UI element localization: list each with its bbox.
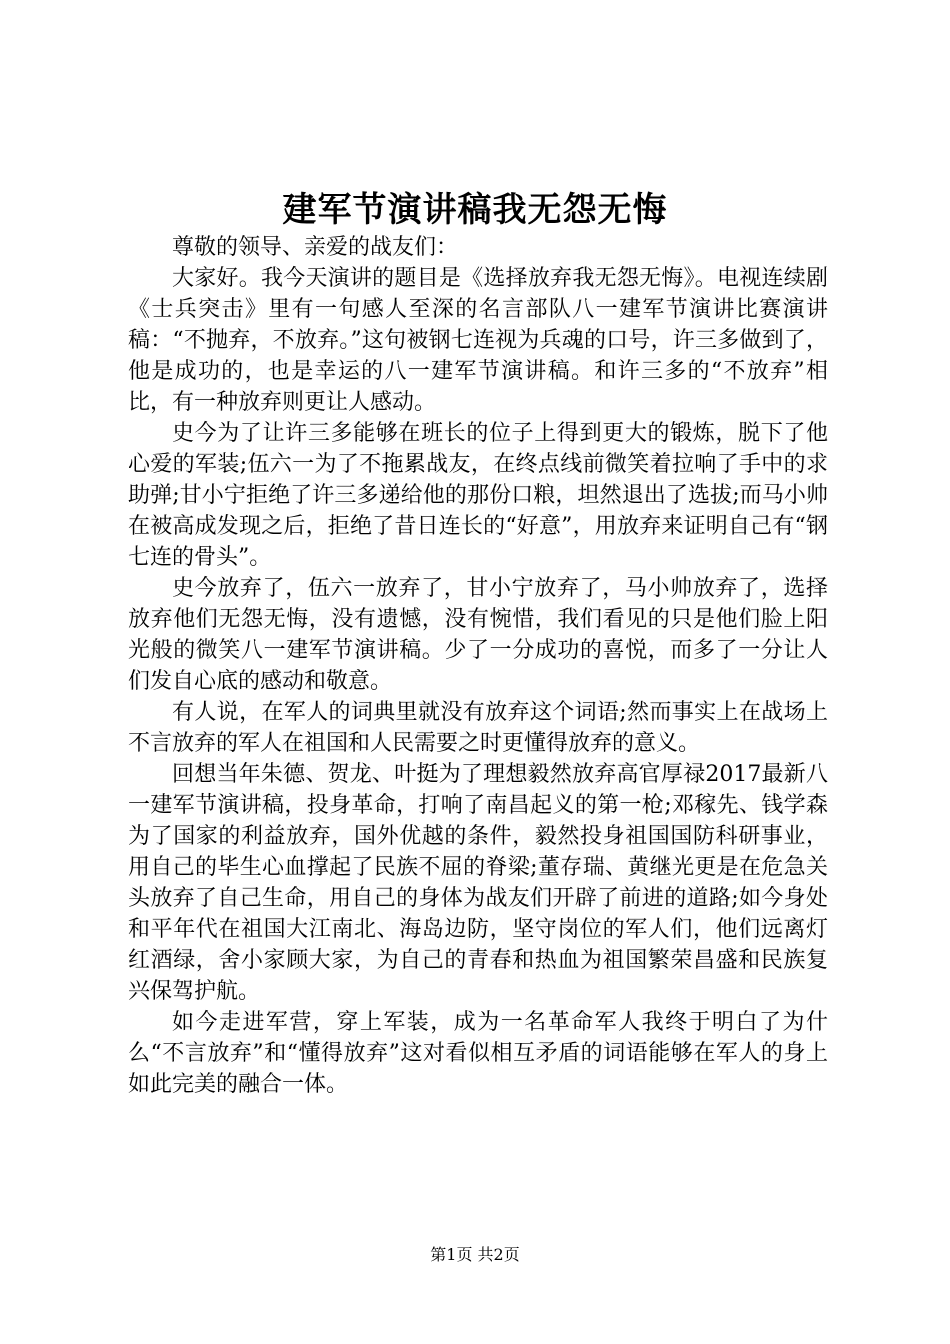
- paragraph-5: 回想当年朱德、贺龙、叶挺为了理想毅然放弃高官厚禄2017最新八一建军节演讲稿，投身革命，打响了南昌起义的第一枪;邓稼先、钱学森为了国家的利益放弃，国外优越的条件，毅然投身祖国国防科研事业，用自己的毕生心血撑起了民族不屈的脊梁;董存瑞、黄继光更是在危急关头放弃了自己生命，用自己的身体为战友们开辟了前进的道路;如今身处和平年代在祖国大江南北、海岛边防，坚守岗位的军人们，他们远离灯红酒绿，舍小家顾大家，为自己的青春和热血为祖国繁荣昌盛和民族复兴保驾护航。: [128, 762, 828, 1004]
- paragraph-3: 史今放弃了，伍六一放弃了，甘小宁放弃了，马小帅放弃了，选择放弃他们无怨无悔，没有遗憾，没有惋惜，我们看见的只是他们脸上阳光般的微笑八一建军节演讲稿。少了一分成功的喜悦，而多了一分让人们发自心底的感动和敬意。: [128, 576, 828, 694]
- paragraph-salutation: 尊敬的领导、亲爱的战友们：: [172, 235, 459, 260]
- paragraph-1: 大家好。我今天演讲的题目是《选择放弃我无怨无悔》。电视连续剧《士兵突击》里有一句感人至深的名言部队八一建军节演讲比赛演讲稿：“不抛弃，不放弃。”这句被钢七连视为兵魂的口号，许三多做到了，他是成功的，也是幸运的八一建军节演讲稿。和许三多的“不放弃”相比，有一种放弃则更让人感动。: [128, 266, 828, 415]
- document-body: [128, 232, 828, 1100]
- paragraph-4: 有人说，在军人的词典里就没有放弃这个词语;然而事实上在战场上不言放弃的军人在祖国和人民需要之时更懂得放弃的意义。: [128, 700, 828, 756]
- document-title: 建军节演讲稿我无怨无悔: [282, 190, 668, 230]
- paragraph-2: 史今为了让许三多能够在班长的位子上得到更大的锻炼，脱下了他心爱的军装;伍六一为了不拖累战友，在终点线前微笑着拉响了手中的求助弹;甘小宁拒绝了许三多递给他的那份口粮，坦然退出了选拔;而马小帅在被高成发现之后，拒绝了昔日连长的“好意”，用放弃来证明自己有“钢七连的骨头”。: [128, 421, 828, 570]
- page-footer: 第1页 共2页: [430, 1245, 520, 1264]
- paragraph-6: 如今走进军营，穿上军装，成为一名革命军人我终于明白了为什么“不言放弃”和“懂得放弃”这对看似相互矛盾的词语能够在军人的身上如此完美的融合一体。: [128, 1010, 828, 1097]
